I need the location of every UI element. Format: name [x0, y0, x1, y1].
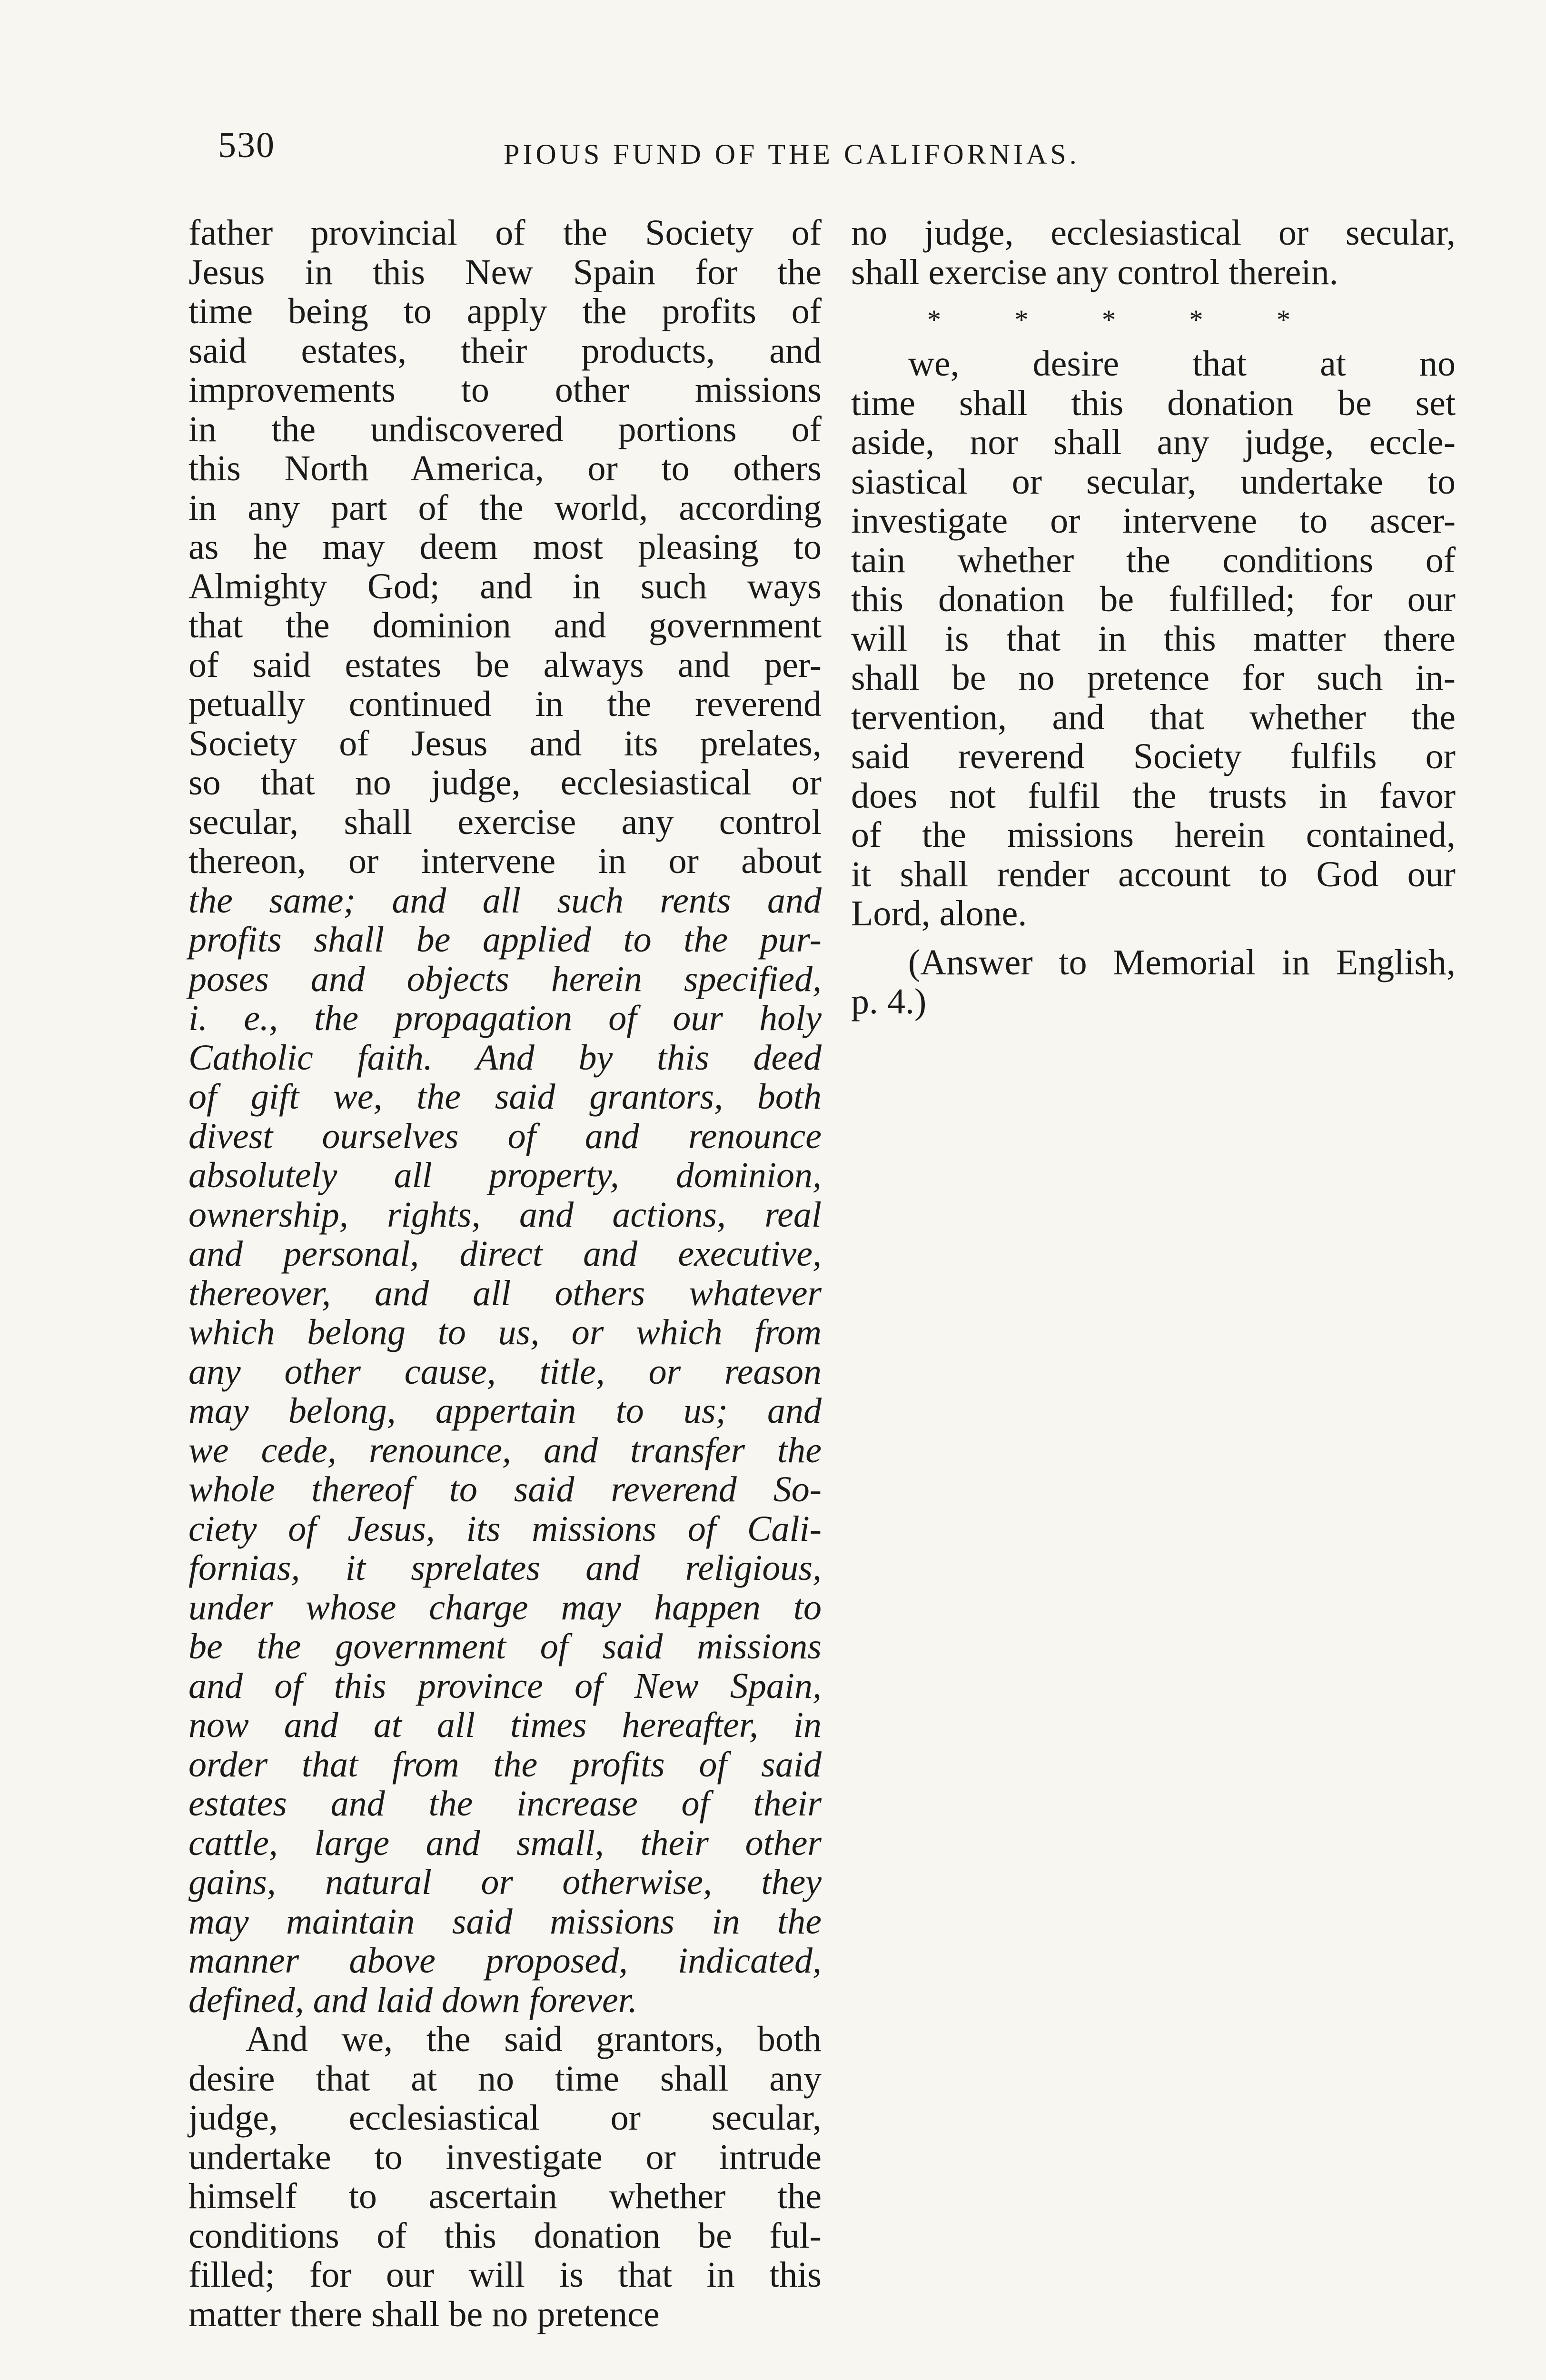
text-line: aside, nor shall any judge, eccle-: [851, 422, 1456, 462]
text-line: ownership, rights, and actions, real: [188, 1194, 822, 1235]
ellipsis-stars: * * * * *: [927, 304, 1290, 335]
text-line: the same; and all such rents and: [188, 880, 822, 921]
text-line: which belong to us, or which from: [188, 1312, 822, 1352]
text-line: absolutely all property, dominion,: [188, 1155, 822, 1195]
text-line: estates and the increase of their: [188, 1784, 822, 1824]
text-line: matter there shall be no pretence: [188, 2294, 660, 2334]
text-line: thereon, or intervene in or about: [188, 841, 822, 881]
right-paragraph-middle: [851, 344, 1456, 933]
text-line: this donation be fulfilled; for our: [851, 579, 1456, 619]
running-head: PIOUS FUND OF THE CALIFORNIAS.: [504, 139, 1080, 170]
text-line: of gift we, the said grantors, both: [188, 1077, 822, 1117]
text-line: and of this province of New Spain,: [188, 1666, 822, 1706]
text-line: said reverend Society fulfils or: [851, 736, 1456, 776]
text-line: tervention, and that whether the: [851, 697, 1456, 737]
text-line: any other cause, title, or reason: [188, 1351, 822, 1392]
text-line: of the missions herein contained,: [851, 815, 1456, 855]
text-line: order that from the profits of said: [188, 1744, 822, 1785]
citation: [851, 943, 1456, 1021]
text-line: secular, shall exercise any control: [188, 802, 822, 842]
text-line: petually continued in the reverend: [188, 684, 822, 724]
text-line: desire that at no time shall any: [188, 2058, 822, 2099]
text-line: it shall render account to God our: [851, 854, 1456, 894]
text-line: shall exercise any control therein.: [851, 252, 1338, 292]
text-line: may belong, appertain to us; and: [188, 1391, 822, 1431]
text-line: judge, ecclesiastical or secular,: [188, 2098, 822, 2138]
text-line: improvements to other missions: [188, 370, 822, 410]
text-line: i. e., the propagation of our holy: [188, 998, 822, 1038]
text-line: said estates, their products, and: [188, 330, 822, 371]
text-line: under whose charge may happen to: [188, 1587, 822, 1627]
text-line: we cede, renounce, and transfer the: [188, 1430, 822, 1470]
page-number: 530: [218, 125, 275, 165]
text-line: investigate or intervene to ascer-: [851, 501, 1456, 541]
text-line: undertake to investigate or intrude: [188, 2137, 822, 2177]
text-line: ciety of Jesus, its missions of Cali-: [188, 1508, 822, 1549]
text-line: in any part of the world, according: [188, 487, 822, 528]
text-line: will is that in this matter there: [851, 618, 1456, 659]
left-column: [188, 213, 822, 2334]
text-line: shall be no pretence for such in-: [851, 658, 1456, 698]
text-line: and personal, direct and executive,: [188, 1234, 822, 1274]
text-line: whole thereof to said reverend So-: [188, 1469, 822, 1509]
text-line: And we, the said grantors, both: [246, 2019, 822, 2059]
text-line: himself to ascertain whether the: [188, 2176, 822, 2216]
right-paragraph-top: [851, 213, 1456, 292]
text-line: this North America, or to others: [188, 448, 822, 488]
text-line: (Answer to Memorial in English,: [908, 942, 1456, 982]
text-line: we, desire that at no: [908, 344, 1456, 384]
text-line: manner above proposed, indicated,: [188, 1941, 822, 1981]
right-column: [851, 213, 1456, 1021]
text-line: does not fulfil the trusts in favor: [851, 775, 1456, 816]
text-line: be the government of said missions: [188, 1626, 822, 1666]
text-line: Society of Jesus and its prelates,: [188, 723, 822, 764]
text-line: no judge, ecclesiastical or secular,: [851, 213, 1456, 253]
text-line: as he may deem most pleasing to: [188, 527, 822, 567]
text-line: tain whether the conditions of: [851, 540, 1456, 580]
text-line: Almighty God; and in such ways: [188, 566, 822, 606]
text-line: of said estates be always and per-: [188, 645, 822, 685]
text-line: conditions of this donation be ful-: [188, 2215, 822, 2256]
text-line: father provincial of the Society of: [188, 213, 822, 253]
text-line: p. 4.): [851, 982, 927, 1021]
text-line: so that no judge, ecclesiastical or: [188, 763, 822, 803]
text-line: Lord, alone.: [851, 893, 1027, 933]
text-line: defined, and laid down forever.: [188, 1980, 637, 2020]
text-line: gains, natural or otherwise, they: [188, 1862, 822, 1902]
text-line: poses and objects herein specified,: [188, 959, 822, 999]
text-line: fornias, it sprelates and religious,: [188, 1548, 822, 1588]
text-line: that the dominion and government: [188, 605, 822, 645]
text-line: filled; for our will is that in this: [188, 2255, 822, 2295]
text-line: divest ourselves of and renounce: [188, 1116, 822, 1156]
text-line: thereover, and all others whatever: [188, 1273, 822, 1313]
text-line: cattle, large and small, their other: [188, 1823, 822, 1863]
text-line: profits shall be applied to the pur-: [188, 920, 822, 960]
text-line: siastical or secular, undertake to: [851, 461, 1456, 502]
text-line: time being to apply the profits of: [188, 291, 822, 331]
text-line: may maintain said missions in the: [188, 1901, 822, 1942]
text-line: Jesus in this New Spain for the: [188, 252, 822, 292]
text-line: in the undiscovered portions of: [188, 409, 822, 449]
text-line: Catholic faith. And by this deed: [188, 1037, 822, 1078]
text-line: now and at all times hereafter, in: [188, 1705, 822, 1745]
text-line: time shall this donation be set: [851, 383, 1456, 423]
